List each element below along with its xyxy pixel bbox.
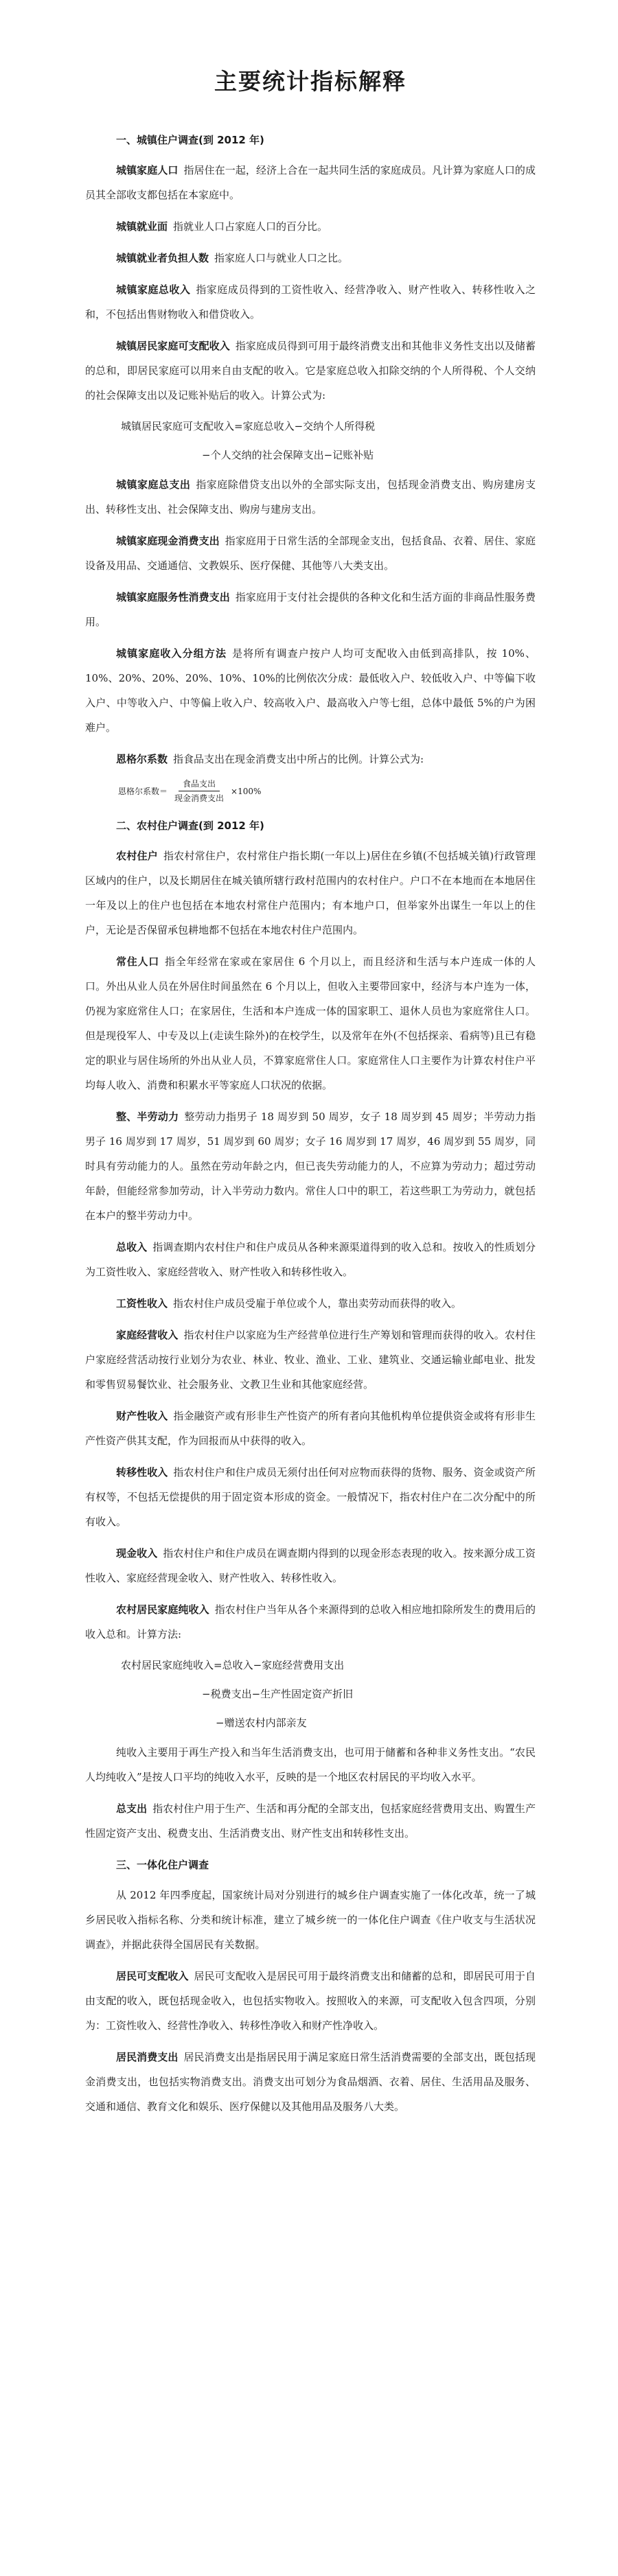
engel-numerator: 食品支出 xyxy=(179,778,220,791)
entry-text: 指农村住户当年从各个来源得到的总收入相应地扣除所发生的费用后的收入总和。计算方法: xyxy=(85,1603,536,1640)
entry-text: 是将所有调查户按户人均可支配收入由低到高排队，按 10%、10%、20%、20%、20%、10%、10%的比例依次分成：最低收入户、较低收入户、中等偏下收入户、中等收入户、中等偏上收入户、较高收入户、最高收入户等七组，总体中最低 5%的户为困难户。 xyxy=(85,647,536,734)
entry-term: 工资性收入 xyxy=(116,1297,168,1310)
section-integrated-survey xyxy=(85,1853,536,2119)
entry-urban-total-income xyxy=(85,277,536,327)
entry-term: 城镇就业者负担人数 xyxy=(116,252,209,264)
entry-transfer-income xyxy=(85,1460,536,1534)
entry-term: 农村住户 xyxy=(116,850,158,862)
entry-text: 指家庭成员得到的工资性收入、经营净收入、财产性收入、转移性收入之和，不包括出售财物收入和借贷收入。 xyxy=(85,283,536,321)
entry-text: 指农村住户以家庭为生产经营单位进行生产筹划和管理而获得的收入。农村住户家庭经营活动按行业划分为农业、林业、牧业、渔业、工业、建筑业、交通运输业邮电业、批发和零售贸易餐饮业、社会服务业、文教卫生业和其他家庭经营。 xyxy=(85,1329,536,1391)
entry-net-income-note xyxy=(85,1740,536,1789)
entry-text: 指全年经常在家或在家居住 6 个月以上，而且经济和生活与本户连成一体的人口。外出从业人员在外居住时间虽然在 6 个月以上，但收入主要带回家中，经济与本户连为一体，仍视为家庭常住人口；在家居住，生活和本户连成一体的国家职工、退休人员也为家庭常住人口。但是现役军人、中专及以上(走读生除外)的在校学生，以及常年在外(不包括探亲、看病等)且已有稳定的职业与居住场所的外出从业人员，不算家庭常住人口。家庭常住人口主要作为计算农村住户平均每人收入、消费和积累水平等家庭人口状况的依据。 xyxy=(85,955,536,1091)
entry-term: 转移性收入 xyxy=(116,1466,168,1478)
entry-text: 指家庭人口与就业人口之比。 xyxy=(214,252,349,264)
entry-text: 纯收入主要用于再生产投入和当年生活消费支出，也可用于储蓄和各种非义务性支出。“农民人均纯收入”是按人口平均的纯收入水平，反映的是一个地区农村居民的平均收入水平。 xyxy=(85,1746,536,1783)
entry-cash-income xyxy=(85,1541,536,1590)
entry-urban-dependency xyxy=(85,246,536,270)
entry-urban-cash-consumption xyxy=(85,529,536,578)
entry-resident-population xyxy=(85,949,536,1098)
entry-rural-total-expenditure xyxy=(85,1796,536,1846)
entry-term: 城镇家庭人口 xyxy=(116,164,179,176)
entry-text: 指金融资产或有形非生产性资产的所有者向其他机构单位提供资金或将有形非生产性资产供其支配，作为回报而从中获得的收入。 xyxy=(85,1410,536,1447)
entry-text: 指农村住户用于生产、生活和再分配的全部支出，包括家庭经营费用支出、购置生产性固定资产支出、税费支出、生活消费支出、财产性支出和转移性支出。 xyxy=(85,1802,536,1840)
entry-text: 指居住在一起，经济上合在一起共同生活的家庭成员。凡计算为家庭人口的成员其全部收支都包括在本家庭中。 xyxy=(85,164,536,201)
entry-text: 指家庭用于日常生活的全部现金支出，包括食品、衣着、居住、家庭设备及用品、交通通信、文教娱乐、医疗保健、其他等八大类支出。 xyxy=(85,535,536,572)
engel-formula xyxy=(118,778,536,804)
entry-urban-income-grouping xyxy=(85,641,536,740)
formula-line: −个人交纳的社会保障支出−记账补贴 xyxy=(202,449,374,461)
entry-term: 城镇居民家庭可支配收入 xyxy=(116,340,230,352)
entry-term: 总支出 xyxy=(116,1802,148,1815)
document-title: 主要统计指标解释 xyxy=(214,68,407,95)
entry-term: 总收入 xyxy=(116,1241,148,1253)
entry-rural-total-income xyxy=(85,1235,536,1284)
section-heading: 一、城镇住户调查(到 2012 年) xyxy=(116,134,264,146)
entry-text: 指家庭用于支付社会提供的各种文化和生活方面的非商品性服务费用。 xyxy=(85,591,536,628)
entry-urban-service-consumption xyxy=(85,585,536,634)
entry-wage-income xyxy=(85,1291,536,1316)
entry-term: 城镇家庭收入分组方法 xyxy=(116,647,227,660)
entry-urban-disposable-income xyxy=(85,334,536,408)
entry-engel-coefficient xyxy=(85,747,536,771)
formula-line: −税费支出−生产性固定资产折旧 xyxy=(202,1688,354,1700)
entry-urban-total-expenditure xyxy=(85,472,536,522)
section-urban-survey xyxy=(85,128,536,804)
entry-term: 城镇家庭服务性消费支出 xyxy=(116,591,230,603)
section-rural-survey xyxy=(85,813,536,1846)
entry-household-business-income xyxy=(85,1323,536,1397)
entry-text: 指家庭成员得到可用于最终消费支出和其他非义务性支出以及储蓄的总和，即居民家庭可以用来自由支配的收入。它是家庭总收入扣除交纳的个人所得税、个人交纳的社会保障支出以及记账补贴后的收入。计算公式为: xyxy=(85,340,536,402)
entry-integration-intro xyxy=(85,1883,536,1957)
section-heading: 三、一体化住户调查 xyxy=(116,1859,209,1871)
entry-rural-household xyxy=(85,844,536,942)
entry-term: 居民消费支出 xyxy=(116,2051,179,2063)
entry-term: 城镇家庭总支出 xyxy=(116,478,191,491)
entry-term: 城镇家庭总收入 xyxy=(116,283,191,296)
entry-term: 农村居民家庭纯收入 xyxy=(116,1603,209,1616)
entry-term: 恩格尔系数 xyxy=(116,753,168,765)
entry-text: 指调查期内农村住户和住户成员从各种来源渠道得到的收入总和。按收入的性质划分为工资性收入、家庭经营收入、财产性收入和转移性收入。 xyxy=(85,1241,536,1278)
entry-text: 指农村住户和住户成员在调查期内得到的以现金形态表现的收入。按来源分成工资性收入、家庭经营现金收入、财产性收入、转移性收入。 xyxy=(85,1547,536,1584)
entry-term: 城镇家庭现金消费支出 xyxy=(116,535,220,547)
entry-urban-household-population xyxy=(85,158,536,207)
entry-term: 整、半劳动力 xyxy=(116,1111,179,1123)
entry-rural-net-income xyxy=(85,1597,536,1647)
entry-text: 指家庭除借贷支出以外的全部实际支出，包括现金消费支出、购房建房支出、转移性支出、社会保障支出、购房与建房支出。 xyxy=(85,478,536,515)
entry-text: 指就业人口占家庭人口的百分比。 xyxy=(173,220,328,233)
entry-resident-disposable-income xyxy=(85,1964,536,2038)
engel-fraction xyxy=(170,778,228,804)
entry-urban-employment-rate xyxy=(85,214,536,239)
formula-line: 农村居民家庭纯收入=总收入−家庭经营费用支出 xyxy=(121,1659,345,1671)
entry-text: 指农村住户和住户成员无须付出任何对应物而获得的货物、服务、资金或资产所有权等，不包括无偿提供的用于固定资本形成的资金。一般情况下，指农村住户在二次分配中的所有收入。 xyxy=(85,1466,536,1528)
engel-formula-suffix: ×100% xyxy=(231,786,262,796)
entry-term: 城镇就业面 xyxy=(116,220,168,233)
formula-line: −赠送农村内部亲友 xyxy=(216,1717,307,1729)
entry-text: 指农村常住户，农村常住户指长期(一年以上)居住在乡镇(不包括城关镇)行政管理区域内的住户，以及长期居住在城关镇所辖行政村范围内的农村住户。户口不在本地而在本地居住一年及以上的住户也包括在本地农村常住户范围内；有本地户口，但举家外出谋生一年以上的住户，无论是否保留承包耕地都不包括在本地农村住户范围内。 xyxy=(85,850,536,936)
entry-text: 居民可支配收入是居民可用于最终消费支出和储蓄的总和，即居民可用于自由支配的收入，既包括现金收入，也包括实物收入。按照收入的来源，可支配收入包含四项，分别为：工资性收入、经营性净收入、转移性净收入和财产性净收入。 xyxy=(85,1970,536,2032)
engel-formula-lhs: 恩格尔系数＝ xyxy=(118,786,168,796)
entry-term: 居民可支配收入 xyxy=(116,1970,189,1982)
section-heading: 二、农村住户调查(到 2012 年) xyxy=(116,820,264,832)
entry-term: 现金收入 xyxy=(116,1547,158,1559)
entry-resident-consumption xyxy=(85,2045,536,2119)
entry-text: 整劳动力指男子 18 周岁到 50 周岁，女子 18 周岁到 45 周岁；半劳动力指男子 16 周岁到 17 周岁，51 周岁到 60 周岁；女子 16 周岁到 17 周岁，46 周岁到 55 周岁，同时具有劳动能力的人。虽然在劳动年龄之内，但已丧失劳动能力的人，不应算为劳动力；超过劳动年龄，但能经常参加劳动，计入半劳动力数内。常住人口中的职工，若这些职工为劳动力，就包括在本户的整半劳动力中。 xyxy=(85,1111,536,1222)
entry-text: 指农村住户成员受雇于单位或个人，靠出卖劳动而获得的收入。 xyxy=(173,1297,462,1310)
engel-denominator: 现金消费支出 xyxy=(174,793,225,803)
entry-text: 居民消费支出是指居民用于满足家庭日常生活消费需要的全部支出，既包括现金消费支出，也包括实物消费支出。消费支出可划分为食品烟酒、衣着、居住、生活用品及服务、交通和通信、教育文化和娱乐、医疗保健以及其他用品及服务八大类。 xyxy=(85,2051,536,2113)
entry-term: 家庭经营收入 xyxy=(116,1329,179,1341)
entry-labor-force xyxy=(85,1104,536,1228)
entry-term: 常住人口 xyxy=(116,955,160,968)
entry-term: 财产性收入 xyxy=(116,1410,168,1422)
formula-line: 城镇居民家庭可支配收入=家庭总收入−交纳个人所得税 xyxy=(121,420,376,432)
entry-text: 指食品支出在现金消费支出中所占的比例。计算公式为: xyxy=(173,753,424,765)
entry-text: 从 2012 年四季度起，国家统计局对分别进行的城乡住户调查实施了一体化改革，统一了城乡居民收入指标名称、分类和统计标准，建立了城乡统一的一体化住户调查《住户收支与生活状况调查》，并据此获得全国居民有关数据。 xyxy=(85,1889,536,1951)
entry-property-income xyxy=(85,1404,536,1453)
